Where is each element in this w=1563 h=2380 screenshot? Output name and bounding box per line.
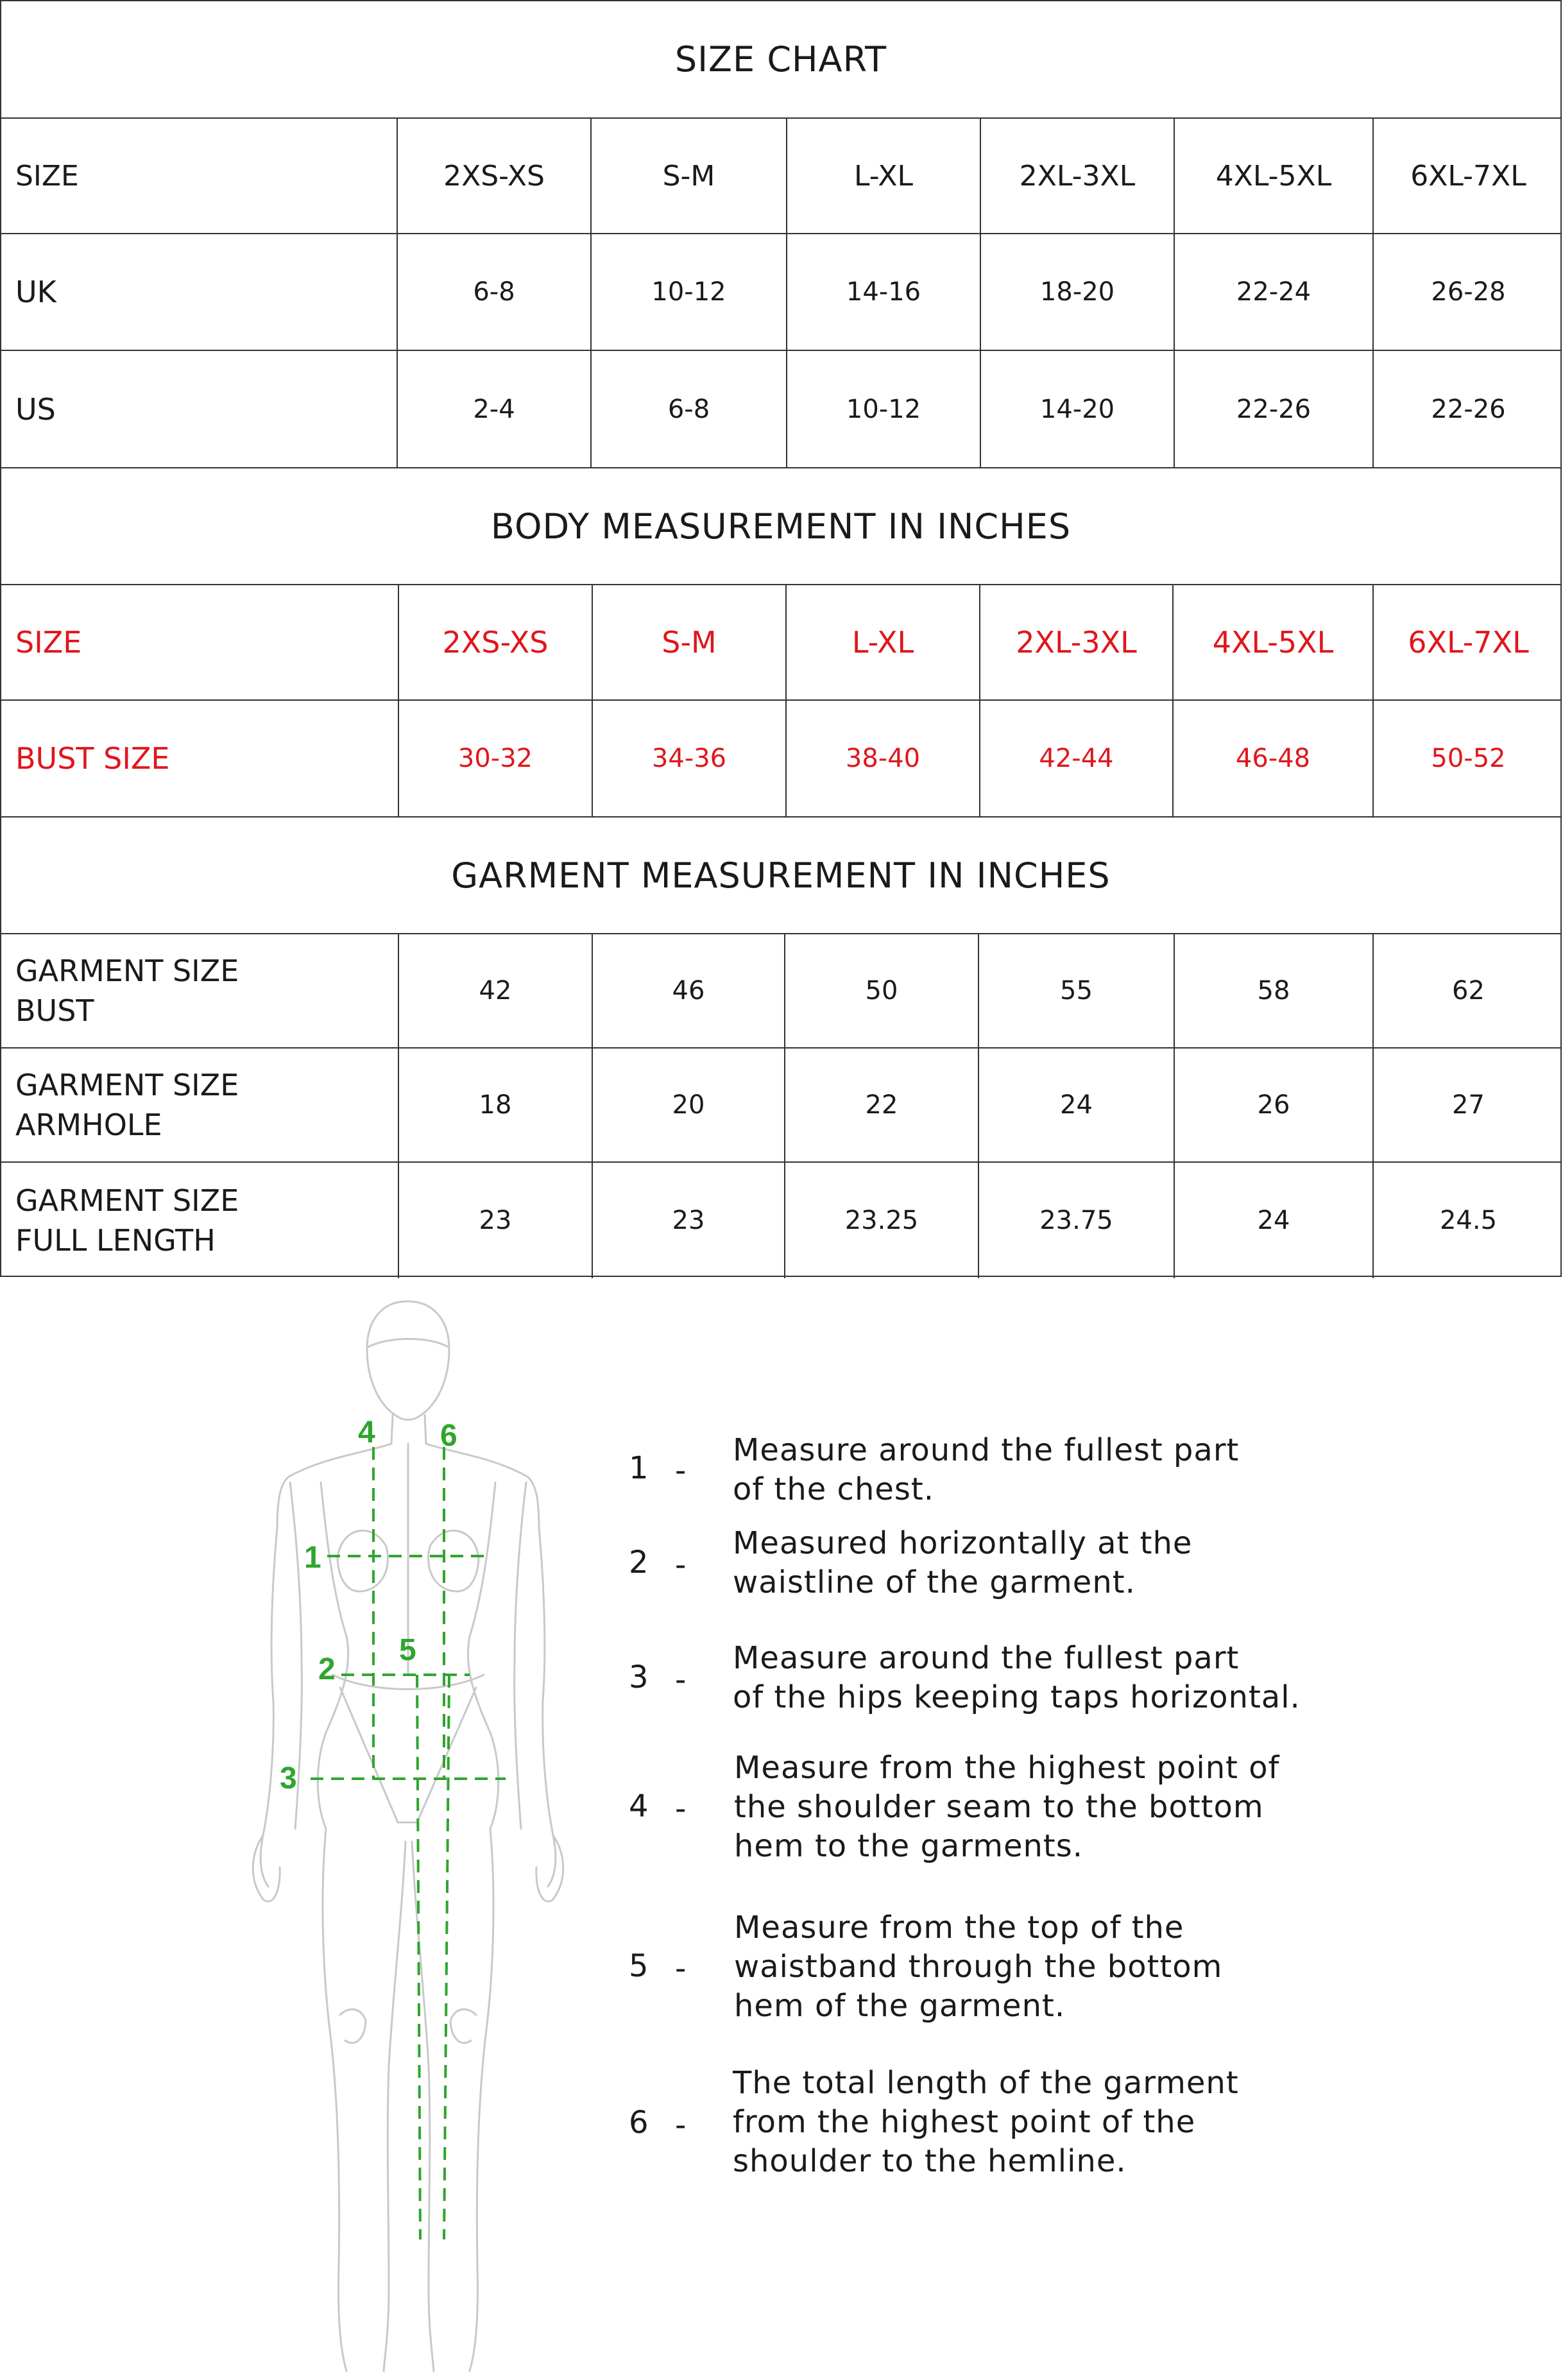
guide-number-4: 4 [358,1416,375,1450]
garment-bust-label-line1: GARMENT SIZE [15,954,239,988]
instruction-dash: - [675,1662,687,1698]
garment-length-cell: 23 [398,1163,592,1278]
garment-measurement-heading: GARMENT MEASUREMENT IN INCHES [451,855,1111,896]
garment-length-row [1,1163,1560,1278]
us-row [1,351,1560,468]
instruction-dash: - [675,1791,687,1827]
size-cell: L-XL [786,119,980,233]
instruction-text: Measured horizontally at the waistline of the garment. [733,1525,1193,1600]
instruction-number: 1 [629,1450,649,1486]
bust-size-cell: 38-40 [785,701,979,816]
bust-size-label: BUST SIZE [15,741,170,776]
size-cell: 4XL-5XL [1174,119,1372,233]
garment-bust-label [1,934,398,1047]
garment-bust-cell: 55 [978,934,1174,1047]
garment-armhole-row [1,1049,1560,1163]
garment-armhole-label-line1: GARMENT SIZE [15,1068,239,1102]
chart-title: SIZE CHART [674,39,887,80]
guide-number-3: 3 [280,1761,297,1795]
instruction-number: 4 [629,1788,649,1824]
instruction-text: Measure from the highest point of the shoulder seam to the bottom hem to the garments. [734,1750,1280,1864]
garment-armhole-cell: 26 [1174,1049,1372,1161]
uk-cell: 6-8 [397,234,590,350]
instruction-number: 6 [629,2105,649,2141]
uk-cell: 26-28 [1372,234,1563,350]
garment-bust-label-line2: BUST [15,993,94,1028]
garment-armhole-cell: 24 [978,1049,1174,1161]
garment-armhole-cell: 22 [784,1049,978,1161]
us-cell: 6-8 [590,351,786,467]
garment-length-label-line1: GARMENT SIZE [15,1183,239,1218]
us-cell: 14-20 [980,351,1174,467]
garment-armhole-label-line2: ARMHOLE [15,1108,162,1142]
instruction-dash: - [675,1453,687,1489]
garment-length-cell: 23.75 [978,1163,1174,1278]
garment-length-label [1,1163,398,1278]
title-row [1,1,1560,119]
uk-cell: 14-16 [786,234,980,350]
instruction-dash: - [675,1951,687,1987]
us-cell: 10-12 [786,351,980,467]
us-label: US [15,391,56,427]
size-row [1,119,1560,234]
garment-bust-cell: 50 [784,934,978,1047]
instruction-text: Measure from the top of the waistband through the bottom hem of the garment. [734,1910,1223,2024]
body-heading-row [1,468,1560,585]
uk-cell: 22-24 [1174,234,1372,350]
body-size-cell: S-M [592,585,785,699]
instruction-text: The total length of the garment from the highest point of the shoulder to the hemline. [733,2065,1239,2179]
bust-size-cell: 42-44 [979,701,1172,816]
garment-length-cell: 23 [592,1163,784,1278]
guide-number-2: 2 [318,1652,336,1686]
body-size-cell: 4XL-5XL [1172,585,1372,699]
size-cell: S-M [590,119,786,233]
size-cell: 2XS-XS [397,119,590,233]
guide-number-5: 5 [399,1633,416,1667]
garment-length-cell: 24 [1174,1163,1372,1278]
garment-length-cell: 24.5 [1372,1163,1563,1278]
body-size-cell: L-XL [785,585,979,699]
body-size-row [1,585,1560,701]
us-cell: 22-26 [1174,351,1372,467]
guide-number-6: 6 [440,1419,457,1453]
garment-bust-row [1,934,1560,1049]
uk-cell: 18-20 [980,234,1174,350]
uk-row [1,234,1560,351]
instruction-dash: - [675,2107,687,2143]
garment-bust-cell: 42 [398,934,592,1047]
garment-armhole-label [1,1049,398,1161]
instruction-text: Measure around the fullest part of the hips keeping taps horizontal. [733,1640,1301,1715]
us-cell: 22-26 [1372,351,1563,467]
bust-size-cell: 30-32 [398,701,592,816]
bust-size-row [1,701,1560,818]
garment-bust-cell: 58 [1174,934,1372,1047]
instruction-number: 2 [629,1545,649,1580]
size-cell: 2XL-3XL [980,119,1174,233]
body-figure [244,1290,577,2374]
size-cell: 6XL-7XL [1372,119,1563,233]
bust-size-cell: 50-52 [1372,701,1563,816]
body-size-cell: 6XL-7XL [1372,585,1563,699]
body-outline-illustration [244,1290,577,2374]
garment-length-label-line2: FULL LENGTH [15,1223,216,1258]
body-size-label: SIZE [15,625,82,660]
body-size-cell: 2XS-XS [398,585,592,699]
garment-length-cell: 23.25 [784,1163,978,1278]
garment-armhole-cell: 18 [398,1049,592,1161]
instruction-number: 3 [629,1659,649,1695]
garment-bust-cell: 62 [1372,934,1563,1047]
us-cell: 2-4 [397,351,590,467]
body-size-cell: 2XL-3XL [979,585,1172,699]
instruction-dash: - [675,1547,687,1583]
bust-size-cell: 46-48 [1172,701,1372,816]
garment-armhole-cell: 27 [1372,1049,1563,1161]
size-label: SIZE [15,159,79,193]
instruction-number: 5 [629,1948,649,1984]
garment-heading-row [1,818,1560,934]
garment-bust-cell: 46 [592,934,784,1047]
bust-size-cell: 34-36 [592,701,785,816]
garment-armhole-cell: 20 [592,1049,784,1161]
instruction-text: Measure around the fullest part of the chest. [733,1432,1240,1507]
body-measurement-heading: BODY MEASUREMENT IN INCHES [490,506,1072,547]
uk-label: UK [15,275,56,309]
uk-cell: 10-12 [590,234,786,350]
guide-number-1: 1 [304,1541,321,1575]
